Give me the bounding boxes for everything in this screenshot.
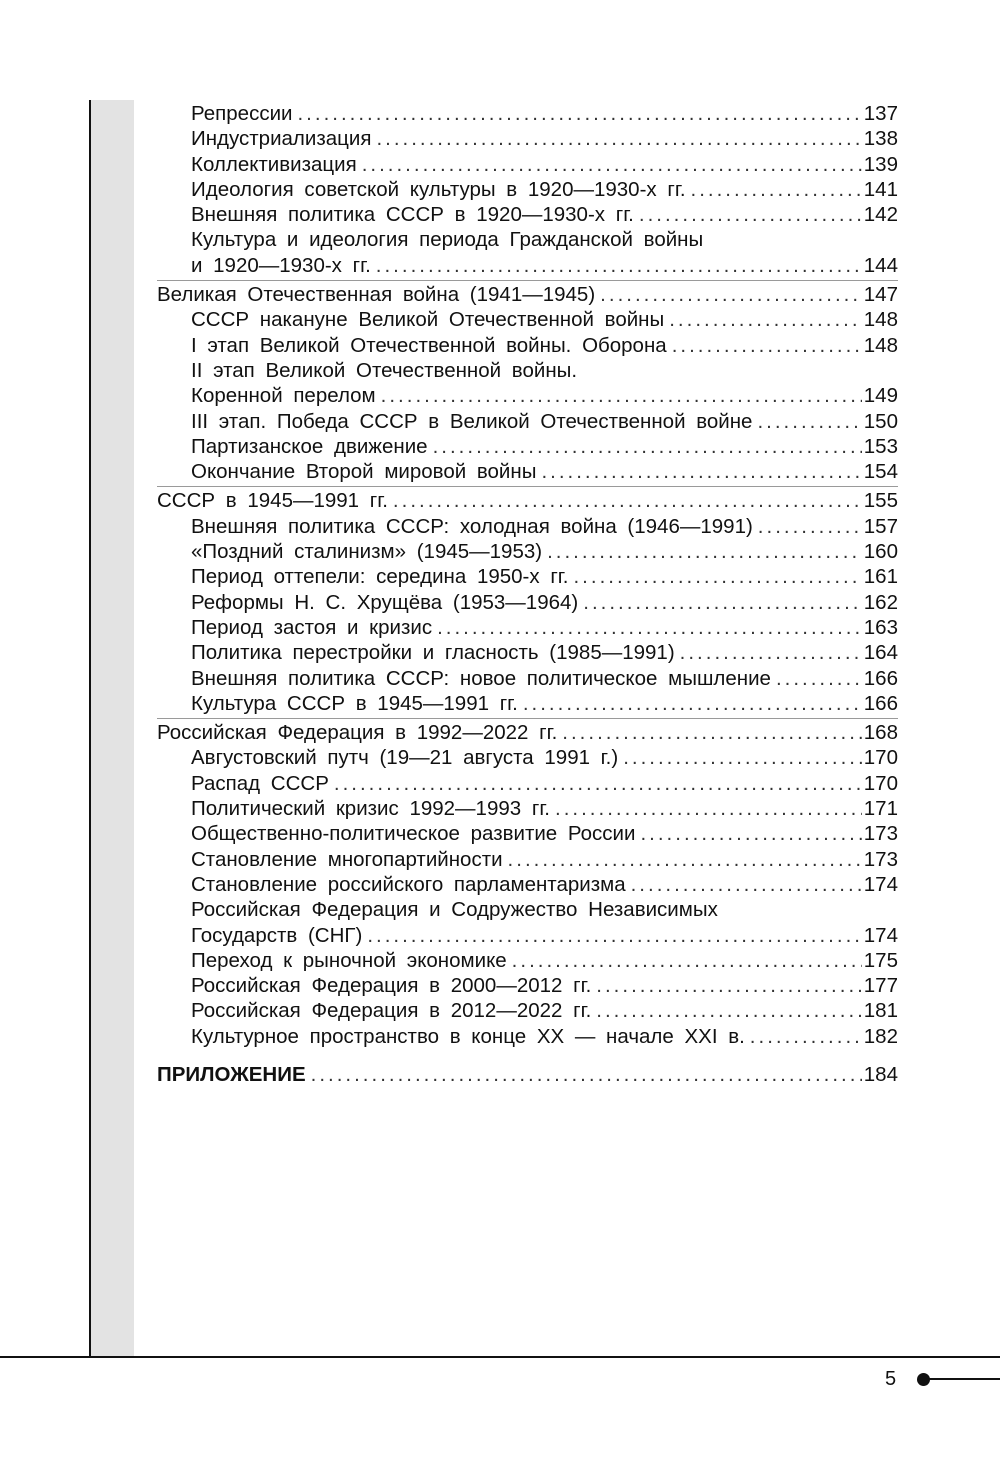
- toc-leader-dots: [334, 771, 862, 796]
- page-marker-line: [925, 1378, 1000, 1380]
- toc-entry-page: 160: [863, 540, 898, 564]
- toc-leader-dots: [555, 796, 862, 821]
- toc-leader-dots: [680, 640, 862, 665]
- toc-leader-dots: [596, 998, 862, 1023]
- toc-entry-page: 171: [863, 797, 898, 821]
- section-divider: [157, 718, 898, 719]
- toc-leader-dots: [691, 177, 862, 202]
- toc-leader-dots: [433, 434, 862, 459]
- toc-entry-title: Российская Федерация и Содружество Независимых: [191, 898, 718, 922]
- toc-entry-title: Переход к рыночной экономике: [191, 948, 507, 972]
- toc-section-title: Великая Отечественная война (1941—1945): [157, 283, 596, 307]
- toc-leader-dots: [311, 1062, 862, 1087]
- toc-entry-title: Российская Федерация в 2000—2012 гг.: [191, 974, 592, 998]
- toc-entry[interactable]: [157, 514, 898, 539]
- toc-section-heading[interactable]: [157, 282, 898, 307]
- toc-leader-dots: [600, 282, 862, 307]
- toc-entry-title: Период оттепели: середина 1950-х гг.: [191, 565, 569, 589]
- toc-entry-page: 148: [863, 308, 898, 332]
- toc-entry[interactable]: [157, 202, 898, 227]
- toc-entry[interactable]: [157, 126, 898, 151]
- toc-entry-title: Культура и идеология периода Гражданской войны: [191, 228, 704, 252]
- toc-entry[interactable]: [157, 998, 898, 1023]
- toc-entry-page: 142: [863, 203, 898, 227]
- toc-entry[interactable]: [157, 821, 898, 846]
- toc-entry-page: 154: [863, 460, 898, 484]
- toc-entry-title: Общественно-политическое развитие России: [191, 822, 636, 846]
- toc-entry[interactable]: [157, 796, 898, 821]
- toc-entry-page: 181: [863, 999, 898, 1023]
- toc-entry-title: Окончание Второй мировой войны: [191, 460, 537, 484]
- toc-entry[interactable]: [157, 101, 898, 126]
- toc-entry-page: 149: [863, 384, 898, 408]
- toc-appendix[interactable]: [157, 1062, 898, 1087]
- toc-entry-page: 137: [863, 102, 898, 125]
- toc-entry[interactable]: [157, 177, 898, 202]
- toc-entry-title: «Поздний сталинизм» (1945—1953): [191, 540, 543, 564]
- toc-leader-dots: [376, 126, 861, 151]
- toc-entry-page: 175: [863, 948, 898, 972]
- toc-entry[interactable]: [157, 152, 898, 177]
- toc-leader-dots: [381, 383, 862, 408]
- toc-entry-page: 162: [863, 590, 898, 614]
- toc-entry-title: Идеология советской культуры в 1920—1930-х гг.: [191, 177, 686, 201]
- toc-section-title: Российская Федерация в 1992—2022 гг.: [157, 721, 558, 745]
- toc-entry[interactable]: [157, 923, 898, 948]
- toc-entry-title: Культурное пространство в конце XX — начале XXI в.: [191, 1024, 745, 1048]
- toc-leader-dots: [758, 514, 862, 539]
- toc-entry[interactable]: [157, 615, 898, 640]
- toc-leader-dots: [393, 488, 862, 513]
- toc-entry-title: и 1920—1930-х гг.: [191, 253, 371, 277]
- toc-section-page: 168: [863, 721, 898, 745]
- toc-entry-title: Коллективизация: [191, 152, 357, 176]
- toc-entry-page: 148: [863, 333, 898, 357]
- section-divider: [157, 486, 898, 487]
- toc-leader-dots: [672, 333, 862, 358]
- toc-entry-title: Внешняя политика СССР в 1920—1930-х гг.: [191, 203, 634, 227]
- toc-entry-page: 164: [863, 641, 898, 665]
- toc-entry[interactable]: [157, 745, 898, 770]
- toc-leader-dots: [547, 539, 862, 564]
- toc-leader-dots: [562, 720, 862, 745]
- toc-entry-page: 166: [863, 691, 898, 715]
- toc-entry-title: Политический кризис 1992—1993 гг.: [191, 797, 551, 821]
- toc-entry-line1[interactable]: [157, 358, 898, 383]
- toc-entry-title: II этап Великой Отечественной войны.: [191, 358, 578, 382]
- toc-leader-dots: [437, 615, 862, 640]
- toc-entry-title: Культура СССР в 1945—1991 гг.: [191, 691, 518, 715]
- toc-entry-page: 150: [863, 409, 898, 433]
- toc-entry[interactable]: [157, 253, 898, 278]
- toc-section-title: СССР в 1945—1991 гг.: [157, 489, 388, 513]
- toc-section-heading[interactable]: [157, 720, 898, 745]
- toc-entry-title: СССР накануне Великой Отечественной войны: [191, 308, 665, 332]
- toc-leader-dots: [512, 948, 862, 973]
- toc-entry[interactable]: [157, 872, 898, 897]
- toc-entry[interactable]: [157, 409, 898, 434]
- toc-leader-dots: [508, 847, 862, 872]
- toc-entry[interactable]: [157, 771, 898, 796]
- toc-entry-page: 139: [863, 152, 898, 176]
- toc-entry-page: 182: [863, 1024, 898, 1048]
- toc-entry-page: 173: [863, 822, 898, 846]
- toc-entry-line1[interactable]: [157, 897, 898, 922]
- toc-entry-page: 170: [863, 771, 898, 795]
- toc-entry[interactable]: [157, 307, 898, 332]
- toc-entry[interactable]: [157, 1024, 898, 1049]
- toc-entry[interactable]: [157, 564, 898, 589]
- toc-leader-dots: [367, 923, 861, 948]
- toc-entry-title: Внешняя политика СССР: новое политическое мышление: [191, 666, 771, 690]
- toc-entry[interactable]: [157, 666, 898, 691]
- toc-leader-dots: [297, 101, 861, 126]
- toc-entry-title: I этап Великой Отечественной войны. Оборона: [191, 333, 667, 357]
- page-number: 5: [885, 1368, 897, 1390]
- toc-leader-dots: [639, 202, 862, 227]
- toc-entry-title: III этап. Победа СССР в Великой Отечественной войне: [191, 409, 753, 433]
- toc-entry-page: 166: [863, 666, 898, 690]
- footer-rule: [0, 1356, 1000, 1358]
- toc-entry-title: Государств (СНГ): [191, 923, 363, 947]
- toc-entry-page: 157: [863, 514, 898, 538]
- toc-entry-page: 174: [863, 923, 898, 947]
- toc-leader-dots: [669, 307, 862, 332]
- toc-entry-page: 138: [863, 127, 898, 151]
- margin-rule: [89, 100, 91, 1357]
- toc-entry-page: 153: [863, 434, 898, 458]
- toc-leader-dots: [376, 253, 862, 278]
- toc-entry-title: Реформы Н. С. Хрущёва (1953—1964): [191, 590, 579, 614]
- toc-entry[interactable]: [157, 948, 898, 973]
- toc-section-page: 147: [863, 283, 898, 307]
- toc-leader-dots: [640, 821, 861, 846]
- toc-entry[interactable]: [157, 691, 898, 716]
- toc-entry-title: Становление российского парламентаризма: [191, 872, 626, 896]
- section-divider: [157, 280, 898, 281]
- toc-entry-page: 161: [863, 565, 898, 589]
- margin-shade-bar: [90, 100, 134, 1357]
- toc-section-heading[interactable]: [157, 488, 898, 513]
- toc-leader-dots: [541, 459, 861, 484]
- toc-leader-dots: [631, 872, 862, 897]
- toc-entry-page: 141: [863, 177, 898, 201]
- toc-entry-page: 144: [863, 253, 898, 277]
- toc-entry-title: Период застоя и кризис: [191, 615, 433, 639]
- toc-entry-title: Внешняя политика СССР: холодная война (1946—1991): [191, 514, 753, 538]
- toc-entry[interactable]: [157, 434, 898, 459]
- toc-leader-dots: [596, 973, 862, 998]
- toc-entry-title: Становление многопартийности: [191, 847, 503, 871]
- toc-entry-line1[interactable]: [157, 227, 898, 252]
- toc-appendix-page: 184: [863, 1062, 898, 1086]
- table-of-contents: [157, 101, 898, 1087]
- toc-section-page: 155: [863, 489, 898, 513]
- toc-entry[interactable]: [157, 973, 898, 998]
- toc-entry-page: 174: [863, 872, 898, 896]
- toc-entry-page: 163: [863, 615, 898, 639]
- toc-entry[interactable]: [157, 640, 898, 665]
- toc-entry[interactable]: [157, 459, 898, 484]
- toc-entry-title: Партизанское движение: [191, 434, 428, 458]
- toc-leader-dots: [623, 745, 862, 770]
- toc-entry[interactable]: [157, 539, 898, 564]
- toc-entry-page: 177: [863, 974, 898, 998]
- toc-appendix-title: ПРИЛОЖЕНИЕ: [157, 1062, 306, 1086]
- toc-entry-title: Индустриализация: [191, 127, 372, 151]
- toc-entry[interactable]: [157, 383, 898, 408]
- toc-entry-title: Распад СССР: [191, 771, 329, 795]
- toc-entry-title: Российская Федерация в 2012—2022 гг.: [191, 999, 592, 1023]
- toc-leader-dots: [750, 1024, 862, 1049]
- toc-leader-dots: [362, 152, 862, 177]
- toc-entry-title: Августовский путч (19—21 августа 1991 г.): [191, 746, 619, 770]
- toc-entry-title: Коренной перелом: [191, 384, 376, 408]
- toc-entry[interactable]: [157, 590, 898, 615]
- toc-leader-dots: [523, 691, 862, 716]
- toc-leader-dots: [583, 590, 862, 615]
- toc-entry-title: Политика перестройки и гласность (1985—1991): [191, 641, 675, 665]
- toc-leader-dots: [776, 666, 862, 691]
- toc-entry[interactable]: [157, 333, 898, 358]
- toc-entry-title: Репрессии: [191, 102, 293, 125]
- toc-leader-dots: [573, 564, 861, 589]
- toc-entry-page: 173: [863, 847, 898, 871]
- toc-entry[interactable]: [157, 847, 898, 872]
- toc-leader-dots: [757, 409, 861, 434]
- toc-entry-page: 170: [863, 746, 898, 770]
